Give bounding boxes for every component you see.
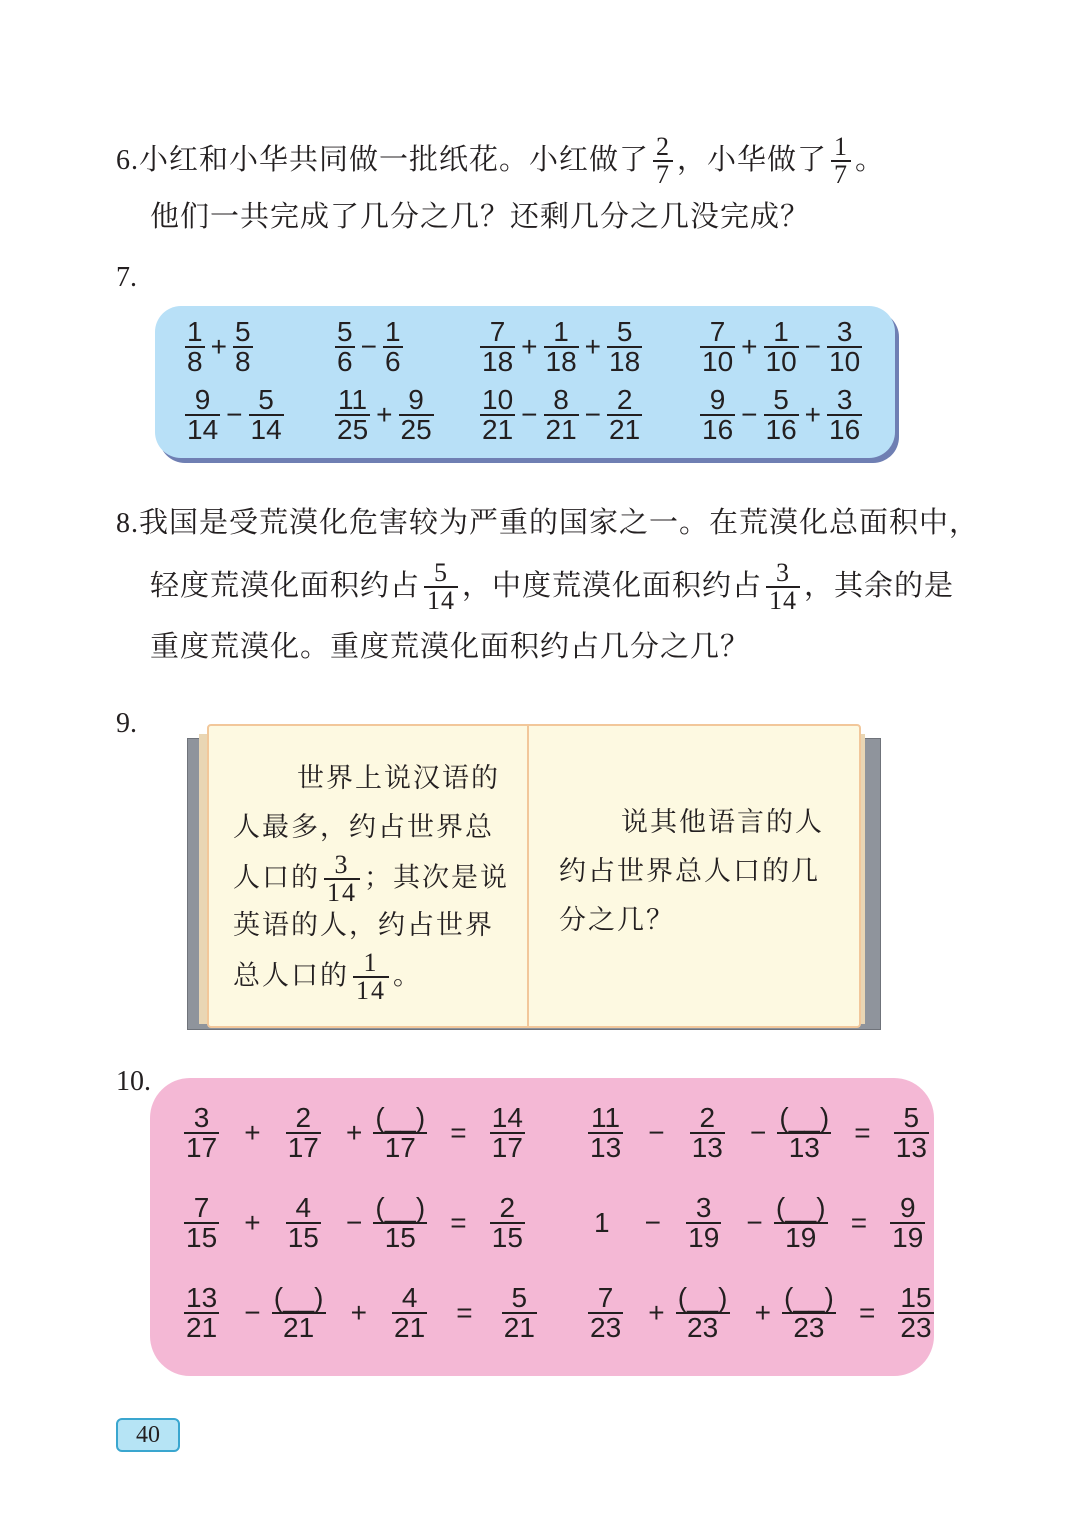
answer-blank[interactable]: (__) 23 bbox=[677, 1282, 728, 1343]
q9-number: 9. bbox=[116, 708, 137, 739]
q8-line1: 8.我国是受荒漠化危害较为严重的国家之一。在荒漠化总面积中， bbox=[116, 505, 980, 539]
q7-exercise-box bbox=[155, 306, 895, 458]
q9-left-line1: 世界上说汉语的 bbox=[297, 763, 500, 794]
q6-text-a: 小红和小华共同做一批纸花。小红做了 bbox=[139, 142, 650, 176]
q9-right-line1: 说其他语言的人 bbox=[621, 807, 824, 838]
q10-eq-left-2: $\frac{7}{15}$ + $\frac{4}{15}$ − (__) 15 = $\frac{2}{15}$ bbox=[186, 1192, 523, 1253]
answer-blank[interactable]: (__) 23 bbox=[784, 1282, 834, 1343]
q7-expr-r1c4: $\frac{7}{10}$ + $\frac{1}{10}$ − $\frac{3}{10}$ bbox=[702, 316, 861, 377]
q8-fraction-1: $\frac{5}{14}$ bbox=[424, 560, 458, 614]
q7-expr-r2c3: $\frac{10}{21}$ − $\frac{8}{21}$ − $\frac{2}{21}$ bbox=[482, 384, 641, 445]
q9-left-line2: 人最多，约占世界总 bbox=[233, 812, 494, 843]
q6-line2: 他们一共完成了几分之几？还剩几分之几没完成？ bbox=[150, 199, 811, 233]
q6-fraction-2: $\frac{1}{7}$ bbox=[831, 134, 851, 188]
q8-number: 8. bbox=[116, 508, 139, 539]
page-number-badge: 40 bbox=[116, 1418, 180, 1452]
book-right-page bbox=[527, 724, 861, 1028]
q10-number: 10. bbox=[116, 1066, 151, 1097]
q7-number: 7. bbox=[116, 262, 137, 293]
q7-expr-r2c2: $\frac{11}{25}$ + $\frac{9}{25}$ bbox=[337, 384, 432, 445]
q9-fraction-1: $\frac{3}{14}$ bbox=[324, 852, 360, 906]
q6-fraction-1: $\frac{2}{7}$ bbox=[653, 134, 673, 188]
q6-line1: 6.小红和小华共同做一批纸花。小红做了 $\frac{2}{7}$ ，小华做了 $\frac{1}{7}$ 。 bbox=[116, 132, 886, 189]
q9-left-line4: 英语的人，约占世界 bbox=[233, 910, 494, 941]
q9-left-line3: 人口的 $\frac{3}{14}$ ；其次是说 bbox=[233, 850, 509, 907]
answer-blank[interactable]: (__) 19 bbox=[775, 1192, 826, 1253]
q9-left-line5: 总人口的 $\frac{1}{14}$ 。 bbox=[233, 948, 422, 1005]
q7-expr-r2c1: $\frac{9}{14}$ − $\frac{5}{14}$ bbox=[187, 384, 282, 445]
q6-number: 6. bbox=[116, 145, 139, 176]
answer-blank[interactable]: (__) 21 bbox=[273, 1282, 324, 1343]
q7-expr-r1c3: $\frac{7}{18}$ + $\frac{1}{18}$ + $\frac{5}{18}$ bbox=[482, 316, 641, 377]
q10-eq-left-1: $\frac{3}{17}$ + $\frac{2}{17}$ + (__) 17 = $\frac{14}{17}$ bbox=[186, 1102, 523, 1163]
q8-line3: 重度荒漠化。重度荒漠化面积约占几分之几？ bbox=[150, 629, 751, 663]
q10-eq-right-2: 1 − $\frac{3}{19}$ − (__) 19 = $\frac{9}{19}$ bbox=[594, 1192, 924, 1253]
q7-expr-r2c4: $\frac{9}{16}$ − $\frac{5}{16}$ + $\frac{3}{16}$ bbox=[702, 384, 861, 445]
q8-line2: 轻度荒漠化面积约占 $\frac{5}{14}$ ，中度荒漠化面积约占 $\frac{3}{14}$ ，其余的是 bbox=[150, 558, 955, 615]
q10-eq-left-3: $\frac{13}{21}$ − (__) 21 + $\frac{4}{21}$ = $\frac{5}{21}$ bbox=[186, 1282, 535, 1343]
q6-text-b: ，小华做了 bbox=[677, 142, 828, 176]
q10-eq-right-3: $\frac{7}{23}$ + (__) 23 + (__) 23 = $\frac{15}{23}$ bbox=[590, 1282, 932, 1343]
q9-right-line3: 分之几？ bbox=[559, 905, 675, 936]
answer-blank[interactable]: (__) 15 bbox=[375, 1192, 426, 1253]
q10-eq-right-1: $\frac{11}{13}$ − $\frac{2}{13}$ − (__) 13 = $\frac{5}{13}$ bbox=[590, 1102, 927, 1163]
q8-fraction-2: $\frac{3}{14}$ bbox=[766, 560, 800, 614]
q9-fraction-2: $\frac{1}{14}$ bbox=[353, 950, 389, 1004]
answer-blank[interactable]: (__) 13 bbox=[779, 1102, 830, 1163]
q7-expr-r1c2: $\frac{5}{6}$ − $\frac{1}{6}$ bbox=[337, 316, 401, 377]
book-left-page bbox=[207, 724, 529, 1028]
q9-right-line2: 约占世界总人口的几 bbox=[559, 856, 820, 887]
q7-expr-r1c1: $\frac{1}{8}$ + $\frac{5}{8}$ bbox=[187, 316, 251, 377]
answer-blank[interactable]: (__) 17 bbox=[375, 1102, 426, 1163]
q10-exercise-box bbox=[150, 1078, 934, 1376]
